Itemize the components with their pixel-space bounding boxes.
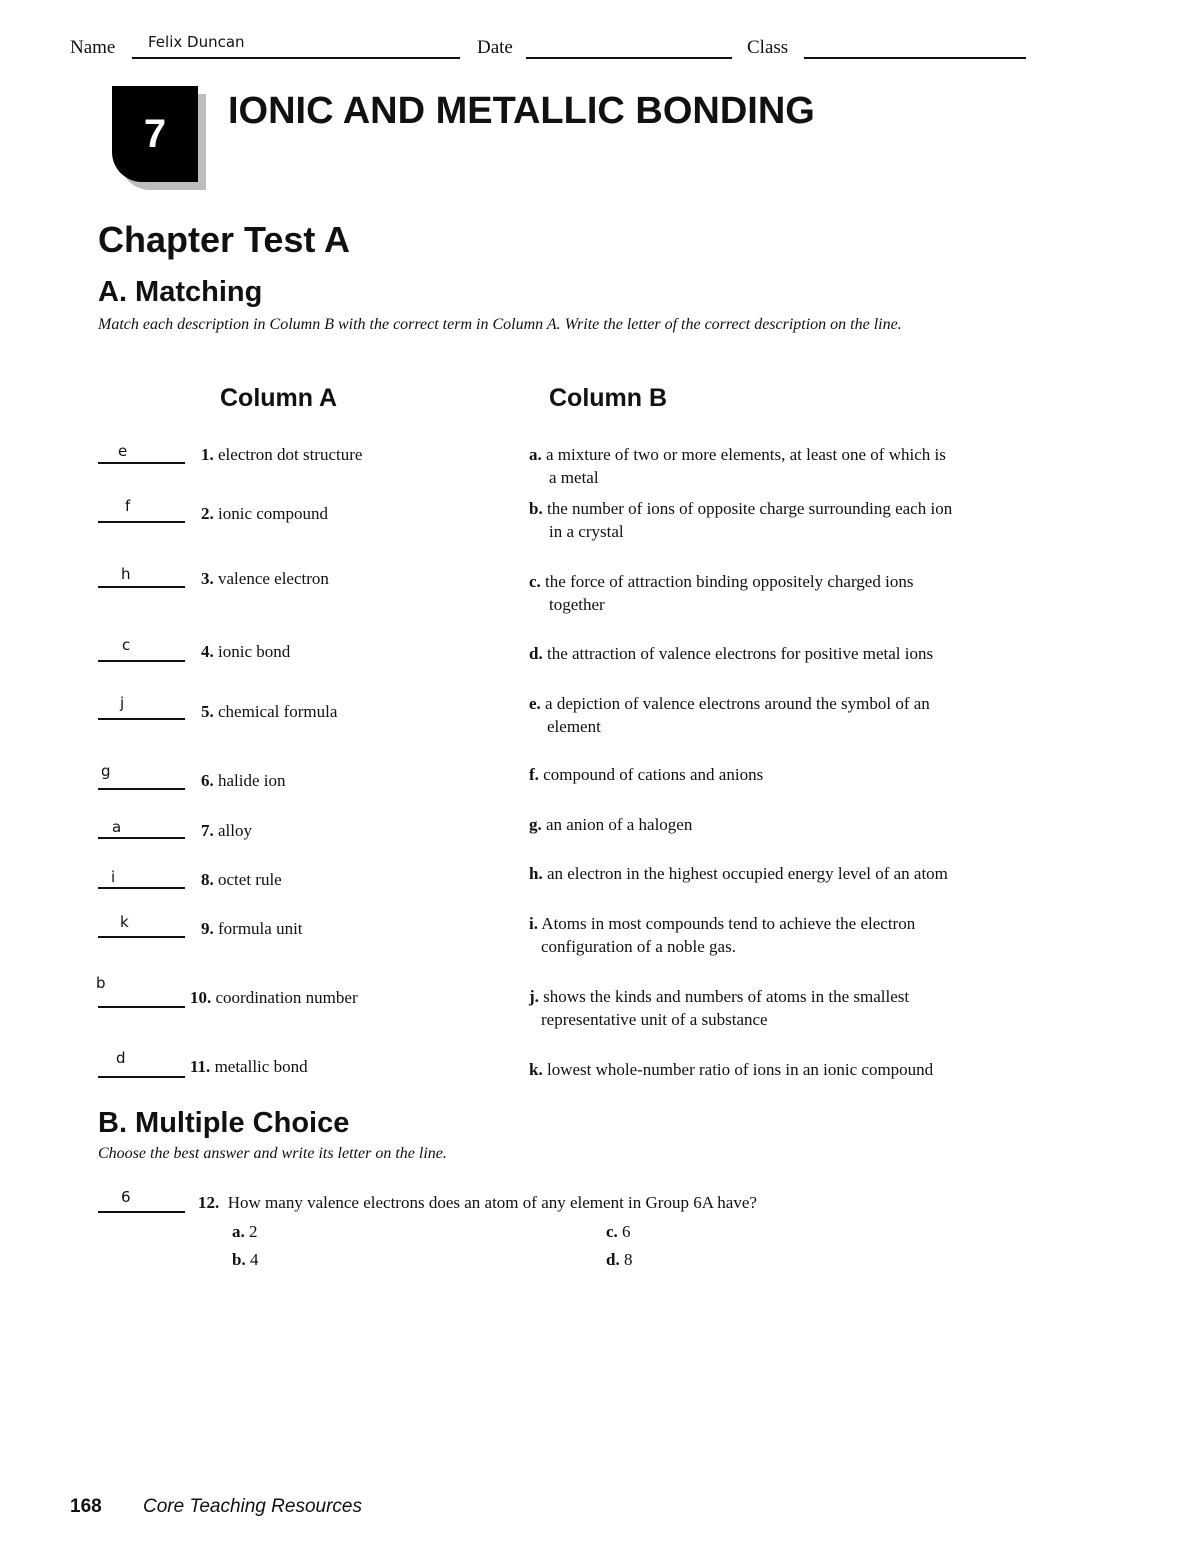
description-letter: k. <box>529 1060 543 1079</box>
answer-10[interactable]: b <box>96 974 106 992</box>
description-letter: h. <box>529 864 543 883</box>
term-3 <box>201 569 329 589</box>
description-i <box>529 912 1024 958</box>
answer-2[interactable]: f <box>125 497 131 515</box>
answer-8[interactable]: i <box>111 868 116 886</box>
description-h <box>529 862 1024 885</box>
term-text: formula unit <box>218 919 303 938</box>
column-b-heading: Column B <box>549 384 668 412</box>
description-continuation: element <box>547 717 601 736</box>
test-title: Chapter Test A <box>98 219 351 260</box>
option-text: 2 <box>249 1222 258 1241</box>
term-8 <box>201 870 282 890</box>
description-letter: i. <box>529 914 538 933</box>
description-text: lowest whole-number ratio of ions in an ionic compound <box>546 1060 934 1079</box>
term-7 <box>201 821 252 841</box>
page-number: 168 <box>70 1496 102 1517</box>
chapter-number: 7 <box>143 111 167 156</box>
answer-12[interactable]: 6 <box>121 1188 131 1206</box>
option-letter: a. <box>232 1222 245 1241</box>
description-letter: j. <box>529 987 539 1006</box>
answer-5[interactable]: j <box>120 694 125 712</box>
chapter-title: IONIC AND METALLIC BONDING <box>228 90 815 132</box>
term-number: 2. <box>201 504 214 523</box>
term-text: alloy <box>218 821 252 840</box>
description-text: an electron in the highest occupied energy level of an atom <box>546 864 948 883</box>
option-letter: d. <box>606 1250 620 1269</box>
description-letter: a. <box>529 445 542 464</box>
description-f <box>529 763 1024 786</box>
term-5 <box>201 702 337 722</box>
term-number: 8. <box>201 870 214 889</box>
answer-7[interactable]: a <box>112 818 122 836</box>
name-field-line[interactable] <box>132 57 460 59</box>
class-field-line[interactable] <box>804 57 1026 59</box>
option-letter: c. <box>606 1222 618 1241</box>
option-letter: b. <box>232 1250 246 1269</box>
term-4 <box>201 642 290 662</box>
description-continuation: in a crystal <box>549 522 624 541</box>
question-text: How many valence electrons does an atom of any element in Group 6A have? <box>227 1193 757 1212</box>
description-text: the attraction of valence electrons for positive metal ions <box>546 644 934 663</box>
term-number: 1. <box>201 445 214 464</box>
term-text: electron dot structure <box>218 445 363 464</box>
question-12 <box>198 1193 757 1213</box>
option-d <box>606 1250 632 1270</box>
name-value[interactable]: Felix Duncan <box>148 33 245 51</box>
answer-3[interactable]: h <box>121 565 131 583</box>
question-number: 12. <box>198 1193 220 1212</box>
option-c <box>606 1222 631 1242</box>
description-b <box>529 497 1024 543</box>
term-number: 5. <box>201 702 214 721</box>
class-label: Class <box>747 37 789 58</box>
description-g <box>529 813 1024 836</box>
answer-blank-10[interactable] <box>98 1006 185 1008</box>
term-text: coordination number <box>215 988 358 1007</box>
answer-blank-5[interactable] <box>98 718 185 720</box>
option-text: 6 <box>622 1222 631 1241</box>
answer-blank-1[interactable] <box>98 462 185 464</box>
answer-blank-11[interactable] <box>98 1076 185 1078</box>
term-text: metallic bond <box>214 1057 308 1076</box>
term-number: 9. <box>201 919 214 938</box>
term-text: valence electron <box>218 569 329 588</box>
section-a-heading: A. Matching <box>98 276 263 308</box>
name-label: Name <box>70 37 116 58</box>
description-continuation: configuration of a noble gas. <box>541 937 736 956</box>
description-continuation: together <box>549 595 605 614</box>
answer-blank-2[interactable] <box>98 521 185 523</box>
description-letter: g. <box>529 815 542 834</box>
description-letter: d. <box>529 644 543 663</box>
description-c <box>529 570 1024 616</box>
description-text: the force of attraction binding oppositely charged ions <box>545 572 914 591</box>
answer-blank-12[interactable] <box>98 1211 185 1213</box>
option-a <box>232 1222 258 1242</box>
answer-blank-9[interactable] <box>98 936 185 938</box>
term-text: ionic bond <box>218 642 291 661</box>
description-text: shows the kinds and numbers of atoms in the smallest <box>543 987 910 1006</box>
term-text: ionic compound <box>218 504 329 523</box>
answer-blank-3[interactable] <box>98 586 185 588</box>
term-number: 3. <box>201 569 214 588</box>
section-a-instructions: Match each description in Column B with the correct term in Column A. Write the letter of the correct description on the line. <box>98 316 902 333</box>
description-text: the number of ions of opposite charge surrounding each ion <box>546 499 953 518</box>
description-j <box>529 985 1024 1031</box>
date-label: Date <box>477 37 513 58</box>
option-b <box>232 1250 258 1270</box>
answer-9[interactable]: k <box>120 913 129 931</box>
answer-blank-8[interactable] <box>98 887 185 889</box>
term-text: halide ion <box>218 771 286 790</box>
term-11 <box>190 1057 308 1077</box>
term-text: chemical formula <box>218 702 338 721</box>
answer-11[interactable]: d <box>116 1049 126 1067</box>
description-text: an anion of a halogen <box>546 815 693 834</box>
term-10 <box>190 988 358 1008</box>
term-number: 10. <box>190 988 212 1007</box>
term-text: octet rule <box>218 870 282 889</box>
answer-1[interactable]: e <box>118 442 128 460</box>
column-a-heading: Column A <box>220 384 338 412</box>
description-letter: c. <box>529 572 541 591</box>
description-text: a depiction of valence electrons around the symbol of an <box>545 694 930 713</box>
chapter-number-tab <box>112 86 198 182</box>
answer-blank-6[interactable] <box>98 788 185 790</box>
option-text: 8 <box>623 1250 633 1269</box>
term-6 <box>201 771 286 791</box>
term-number: 11. <box>190 1057 211 1076</box>
date-field-line[interactable] <box>526 57 732 59</box>
description-text: Atoms in most compounds tend to achieve the electron <box>541 914 916 933</box>
description-e <box>529 692 1024 738</box>
description-continuation: representative unit of a substance <box>541 1010 768 1029</box>
section-b-instructions: Choose the best answer and write its letter on the line. <box>98 1145 447 1162</box>
description-continuation: a metal <box>549 468 599 487</box>
description-d <box>529 642 1024 665</box>
option-text: 4 <box>249 1250 259 1269</box>
term-9 <box>201 919 303 939</box>
description-letter: b. <box>529 499 543 518</box>
term-number: 4. <box>201 642 214 661</box>
section-b-heading: B. Multiple Choice <box>98 1107 350 1139</box>
description-k <box>529 1058 1024 1081</box>
answer-blank-7[interactable] <box>98 837 185 839</box>
description-letter: e. <box>529 694 541 713</box>
term-1 <box>201 445 362 465</box>
answer-4[interactable]: c <box>122 636 131 654</box>
description-letter: f. <box>529 765 539 784</box>
term-number: 7. <box>201 821 214 840</box>
answer-blank-4[interactable] <box>98 660 185 662</box>
answer-6[interactable]: g <box>101 762 111 780</box>
term-number: 6. <box>201 771 214 790</box>
footer-source: Core Teaching Resources <box>143 1496 362 1517</box>
description-text: a mixture of two or more elements, at least one of which is <box>546 445 946 464</box>
description-a <box>529 443 1024 489</box>
term-2 <box>201 504 328 524</box>
description-text: compound of cations and anions <box>543 765 764 784</box>
